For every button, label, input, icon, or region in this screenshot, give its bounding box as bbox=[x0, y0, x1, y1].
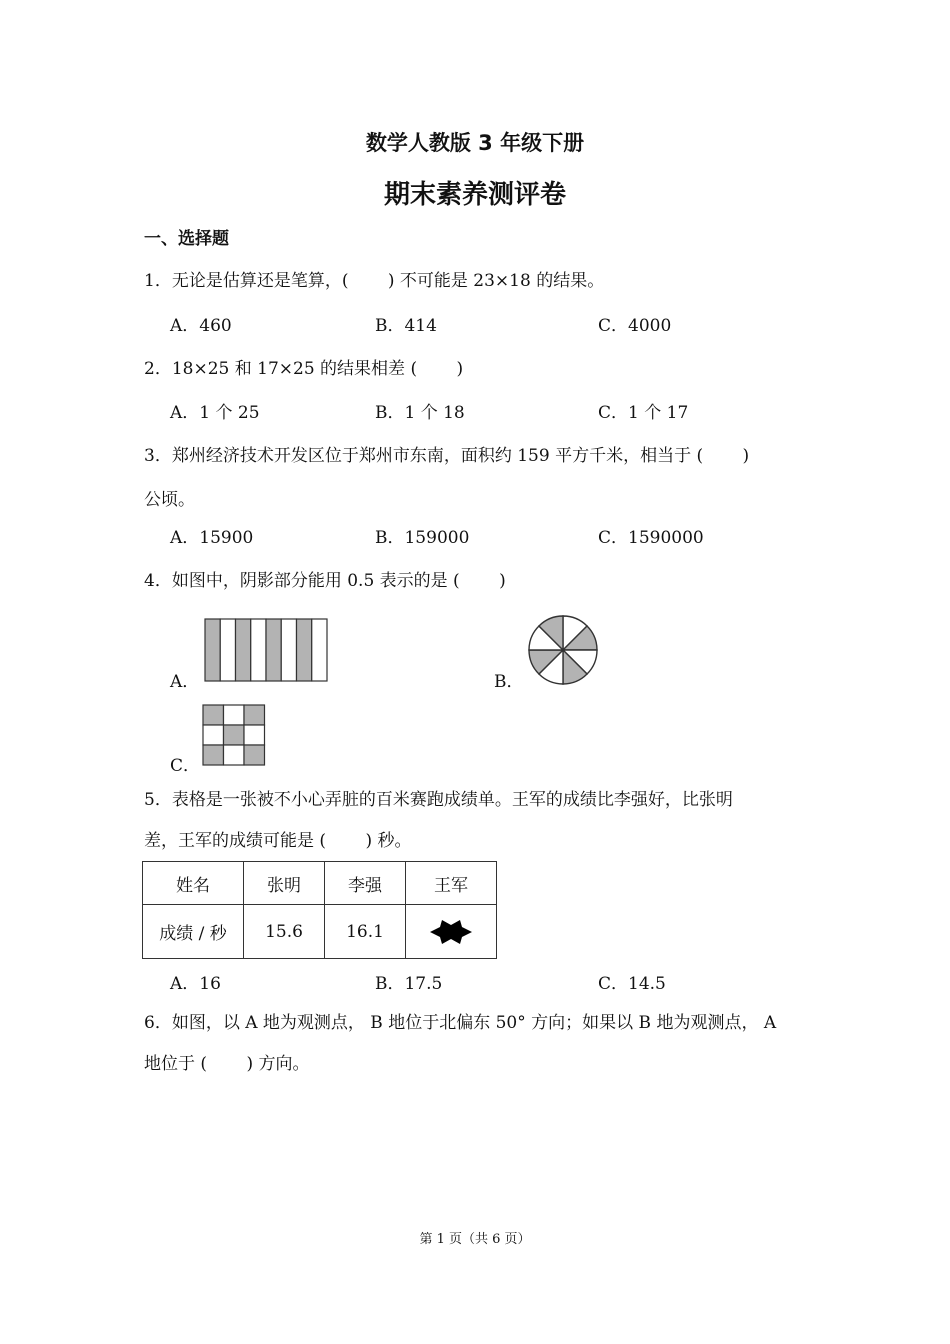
table-cell-liqiang-score: 16.1 bbox=[325, 905, 406, 959]
page-title-exam: 期末素养测评卷 bbox=[383, 180, 566, 210]
question-3-option-b: B．159000 bbox=[375, 528, 470, 548]
strip-blank bbox=[312, 619, 327, 681]
question-6-text-line2: 地位于 ( ) 方向。 bbox=[144, 1054, 310, 1074]
question-2-text: 2．18×25 和 17×25 的结果相差 ( ) bbox=[144, 359, 464, 379]
grid-cell-blank bbox=[224, 745, 245, 765]
question-3-option-c: C．1590000 bbox=[598, 528, 704, 548]
question-3-text-line1: 3．郑州经济技术开发区位于郑州市东南，面积约 159 平方千米，相当于 ( ) bbox=[144, 446, 750, 466]
strip-blank bbox=[220, 619, 235, 681]
question-2-option-a: A．1 个 25 bbox=[170, 403, 260, 423]
grid-cell-shaded bbox=[224, 725, 245, 745]
question-1-option-c: C．4000 bbox=[598, 316, 672, 336]
figure-sectored-circle bbox=[527, 614, 599, 686]
table-header-liqiang: 李强 bbox=[325, 862, 406, 905]
question-4-option-c: C． bbox=[170, 756, 201, 776]
question-3-text-line2: 公顷。 bbox=[144, 490, 195, 510]
question-1-text: 1．无论是估算还是笔算，( ) 不可能是 23×18 的结果。 bbox=[144, 271, 605, 291]
question-4-text: 4．如图中，阴影部分能用 0.5 表示的是 ( ) bbox=[144, 571, 506, 591]
figure-checker-grid bbox=[202, 704, 266, 766]
race-score-table bbox=[142, 861, 497, 959]
table-cell-wangjun-score bbox=[406, 905, 497, 959]
grid-cell-shaded bbox=[203, 745, 224, 765]
table-header-wangjun: 王军 bbox=[406, 862, 497, 905]
question-1-option-b: B．414 bbox=[375, 316, 437, 336]
section-heading-choice: 一、选择题 bbox=[144, 229, 229, 249]
grid-cell-blank bbox=[244, 725, 265, 745]
question-2-option-b: B．1 个 18 bbox=[375, 403, 465, 423]
strip-blank bbox=[281, 619, 296, 681]
table-row-label-score: 成绩 / 秒 bbox=[143, 905, 244, 959]
strip-shaded bbox=[266, 619, 281, 681]
table-cell-zhangming-score: 15.6 bbox=[244, 905, 325, 959]
table-header-name: 姓名 bbox=[143, 862, 244, 905]
page-footer: 第 1 页（共 6 页） bbox=[419, 1232, 531, 1247]
grid-cell-shaded bbox=[203, 705, 224, 725]
grid-cell-blank bbox=[224, 705, 245, 725]
question-1-option-a: A．460 bbox=[170, 316, 232, 336]
ink-blot-icon bbox=[428, 919, 474, 945]
grid-cell-shaded bbox=[244, 745, 265, 765]
question-3-option-a: A．15900 bbox=[170, 528, 254, 548]
strip-blank bbox=[251, 619, 266, 681]
question-2-option-c: C．1 个 17 bbox=[598, 403, 689, 423]
question-5-option-c: C．14.5 bbox=[598, 974, 666, 994]
strip-shaded bbox=[205, 619, 220, 681]
question-5-text-line1: 5．表格是一张被不小心弄脏的百米赛跑成绩单。王军的成绩比李强好，比张明 bbox=[144, 790, 733, 810]
strip-shaded bbox=[297, 619, 312, 681]
question-5-text-line2: 差，王军的成绩可能是 ( ) 秒。 bbox=[144, 831, 412, 851]
figure-striped-rectangle bbox=[204, 618, 328, 682]
question-6-text-line1: 6．如图，以 A 地为观测点， B 地位于北偏东 50° 方向；如果以 B 地为观测点， A bbox=[144, 1013, 777, 1033]
question-4-option-b: B． bbox=[494, 672, 524, 692]
page-title-subject: 数学人教版 3 年级下册 bbox=[365, 131, 585, 155]
grid-cell-shaded bbox=[244, 705, 265, 725]
question-4-option-a: A． bbox=[170, 672, 200, 692]
table-header-zhangming: 张明 bbox=[244, 862, 325, 905]
grid-cell-blank bbox=[203, 725, 224, 745]
question-5-option-b: B．17.5 bbox=[375, 974, 443, 994]
strip-shaded bbox=[236, 619, 251, 681]
question-5-option-a: A．16 bbox=[170, 974, 221, 994]
